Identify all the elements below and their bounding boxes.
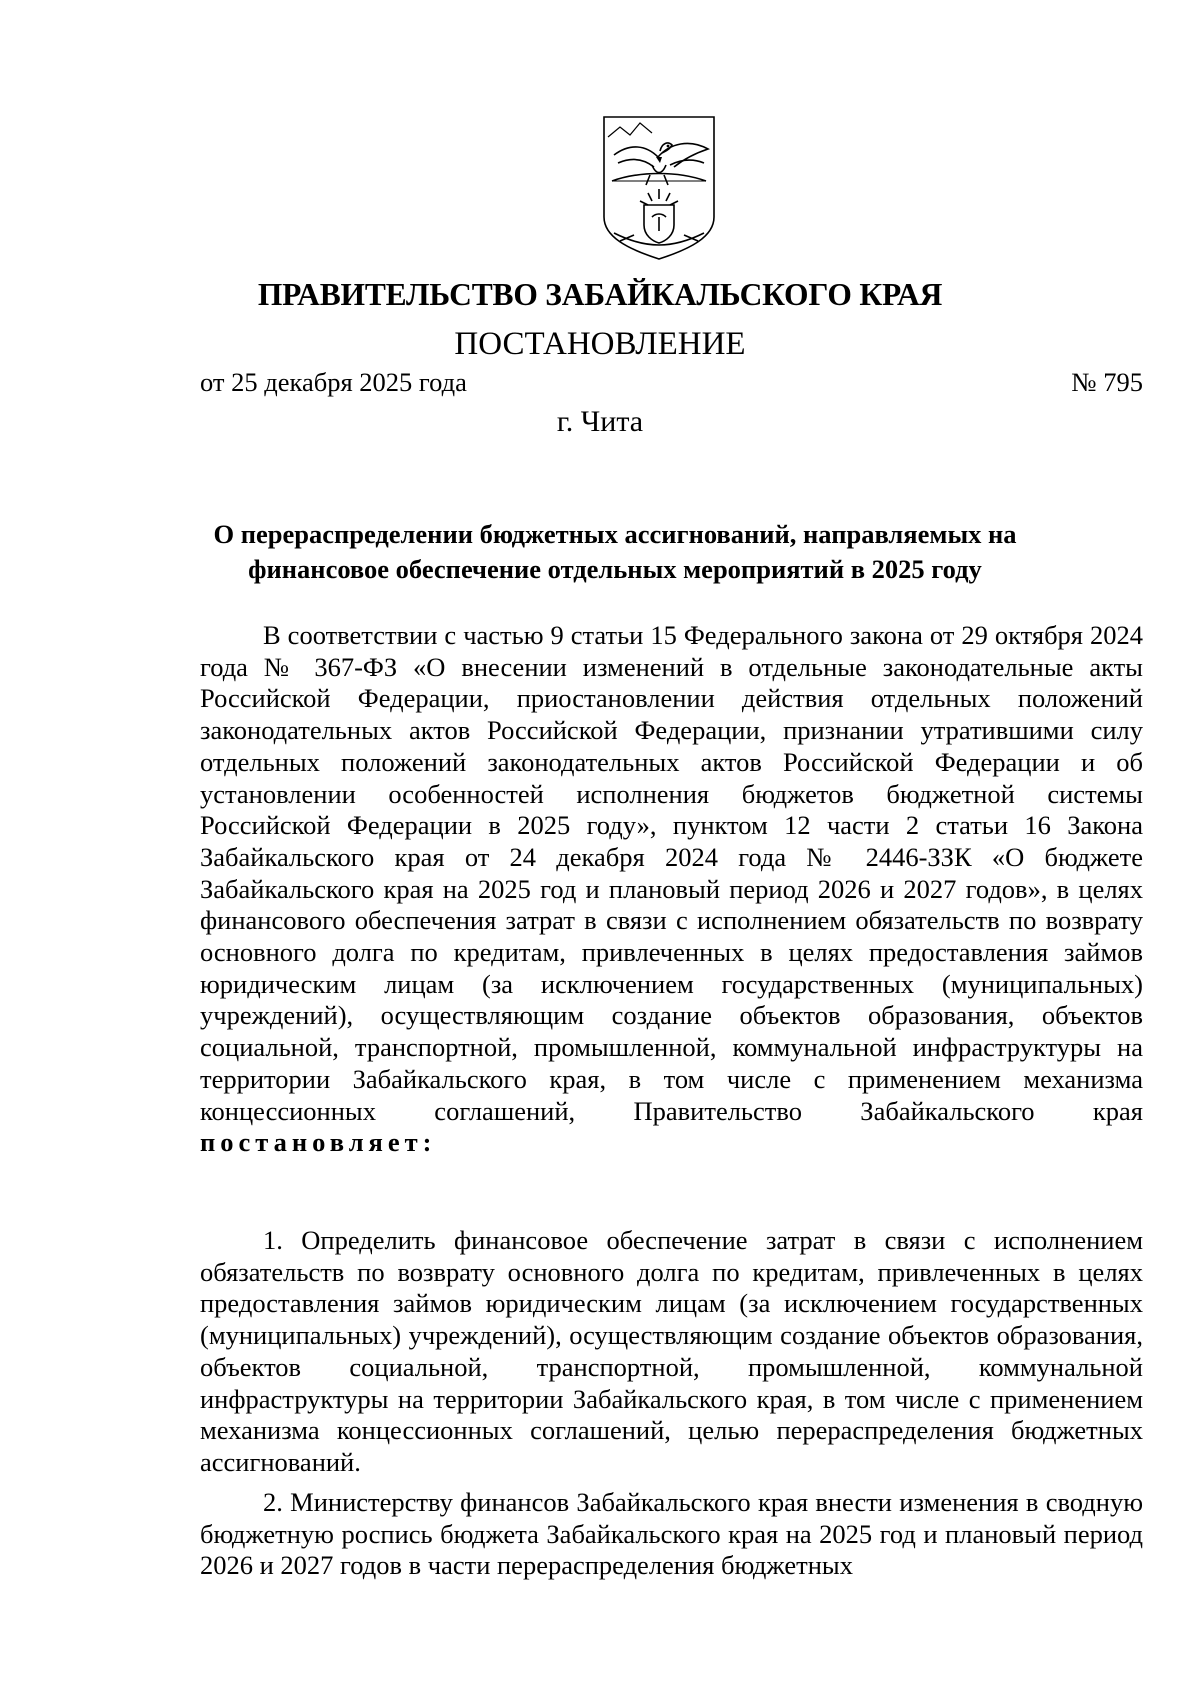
document-type: ПОСТАНОВЛЕНИЕ (454, 326, 746, 362)
preamble-text: В соответствии с частью 9 статьи 15 Федерального закона от 29 октября 2024 года № 367-ФЗ «О внесении изменений в отдельные законодательные акты Российской Федерации, приостановлении действия отдельных положений законодательных актов Российской Федерации, признании утратившими силу отдельных положений законодательных актов Российской Федерации и об установлении особенностей исполнения бюджетов бюджетной системы Российской Федерации в 2025 году», пунктом 12 части 2 статьи 16 Закона Забайкальского края от 24 декабря 2024 года № 2446-ЗЗК «О бюджете Забайкальского края на 2025 год и плановый период 2026 и 2027 годов», в целях финансового обеспечения затрат в связи с исполнением обязательств по возврату основного долга по кредитам, привлеченных в целях предоставления займов юридическим лицам (за исключением государственных (муниципальных) учреждений), осуществляющим создание объектов образования, объектов социальной, транспортной, промышленной, коммунальной инфраструктуры на территории Забайкальского края, в том числе с применением механизма концессионных соглашений, Правительство Забайкальского края (200, 620, 1143, 1126)
preamble-paragraph (200, 620, 1143, 1159)
document-date: от 25 декабря 2025 года (200, 367, 467, 397)
point-2-paragraph: 2. Министерству финансов Забайкальского края внести изменения в сводную бюджетную роспись бюджета Забайкальского края на 2025 год и плановый период 2026 и 2027 годов в части перераспределения бюджетных (200, 1487, 1143, 1581)
organization-title: ПРАВИТЕЛЬСТВО ЗАБАЙКАЛЬСКОГО КРАЯ (257, 277, 943, 312)
document-number: № 795 (1071, 367, 1143, 397)
document-title: О перераспределении бюджетных ассигнований, направляемых на финансовое обеспечение отдельных мероприятий в 2025 году (213, 519, 1017, 584)
coat-of-arms-icon (600, 113, 718, 261)
point-1-paragraph: 1. Определить финансовое обеспечение затрат в связи с исполнением обязательств по возврату основного долга по кредитам, привлеченных в целях предоставления займов юридическим лицам (за исключением государственных (муниципальных) учреждений), осуществляющим создание объектов образования, объектов социальной, транспортной, промышленной, коммунальной инфраструктуры на территории Забайкальского края, в том числе с применением механизма концессионных соглашений, целью перераспределения бюджетных ассигнований. (200, 1225, 1143, 1477)
document-city: г. Чита (556, 405, 644, 438)
resolves-word: постановляет: (200, 1127, 437, 1158)
